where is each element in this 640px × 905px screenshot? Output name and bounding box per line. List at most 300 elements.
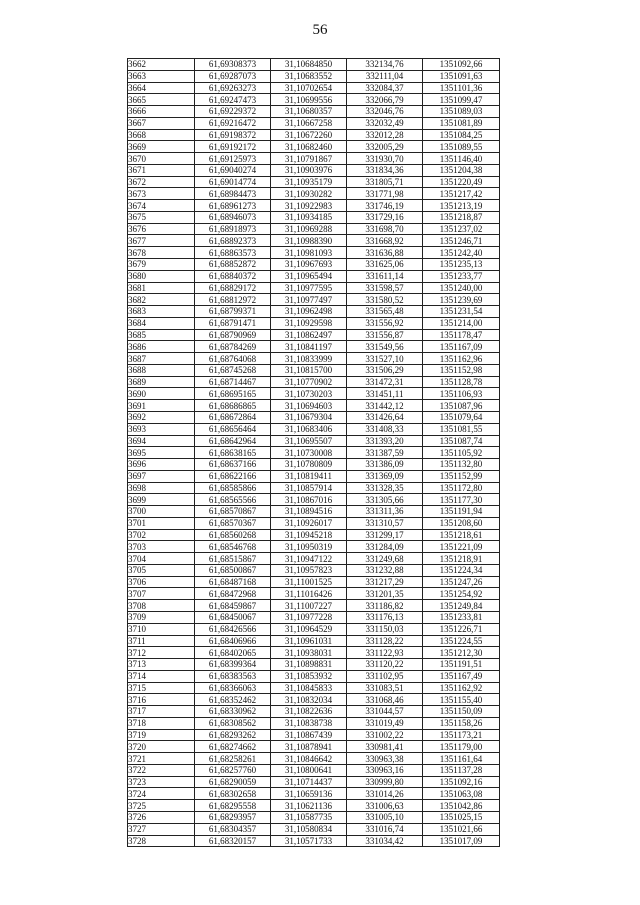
table-row	[128, 729, 500, 741]
point-number-cell: 3700	[128, 506, 195, 518]
y-coordinate-cell: 1351099,47	[423, 94, 500, 106]
point-number-cell: 3671	[128, 164, 195, 176]
point-number-cell: 3708	[128, 600, 195, 612]
latitude-cell: 61,68383563	[195, 670, 271, 682]
point-number-cell: 3726	[128, 812, 195, 824]
table-row	[128, 259, 500, 271]
table-row	[128, 211, 500, 223]
point-number-cell: 3683	[128, 306, 195, 318]
latitude-cell: 61,68295558	[195, 800, 271, 812]
latitude-cell: 61,69308373	[195, 59, 271, 71]
table-row	[128, 59, 500, 71]
latitude-cell: 61,68560268	[195, 529, 271, 541]
longitude-cell: 31,10587735	[271, 812, 347, 824]
x-coordinate-cell: 331698,70	[347, 223, 423, 235]
x-coordinate-cell: 331328,35	[347, 482, 423, 494]
x-coordinate-cell: 331232,88	[347, 564, 423, 576]
point-number-cell: 3696	[128, 459, 195, 471]
y-coordinate-cell: 1351213,19	[423, 200, 500, 212]
longitude-cell: 31,11016426	[271, 588, 347, 600]
latitude-cell: 61,68472968	[195, 588, 271, 600]
y-coordinate-cell: 1351087,74	[423, 435, 500, 447]
table-row	[128, 411, 500, 423]
x-coordinate-cell: 332084,37	[347, 82, 423, 94]
latitude-cell: 61,68852872	[195, 259, 271, 271]
table-row	[128, 364, 500, 376]
x-coordinate-cell: 332046,76	[347, 106, 423, 118]
table-row	[128, 153, 500, 165]
x-coordinate-cell: 331122,93	[347, 647, 423, 659]
y-coordinate-cell: 1351204,38	[423, 164, 500, 176]
y-coordinate-cell: 1351167,49	[423, 670, 500, 682]
longitude-cell: 31,10730008	[271, 447, 347, 459]
longitude-cell: 31,10926017	[271, 517, 347, 529]
x-coordinate-cell: 331408,33	[347, 423, 423, 435]
latitude-cell: 61,69247473	[195, 94, 271, 106]
y-coordinate-cell: 1351128,78	[423, 376, 500, 388]
longitude-cell: 31,10845833	[271, 682, 347, 694]
y-coordinate-cell: 1351089,03	[423, 106, 500, 118]
latitude-cell: 61,69229372	[195, 106, 271, 118]
x-coordinate-cell: 330963,38	[347, 753, 423, 765]
table-row	[128, 306, 500, 318]
x-coordinate-cell: 331451,11	[347, 388, 423, 400]
y-coordinate-cell: 1351254,92	[423, 588, 500, 600]
point-number-cell: 3663	[128, 70, 195, 82]
table-row	[128, 129, 500, 141]
y-coordinate-cell: 1351218,91	[423, 553, 500, 565]
y-coordinate-cell: 1351155,40	[423, 694, 500, 706]
y-coordinate-cell: 1351179,00	[423, 741, 500, 753]
longitude-cell: 31,10935179	[271, 176, 347, 188]
table-row	[128, 482, 500, 494]
longitude-cell: 31,10800641	[271, 764, 347, 776]
table-row	[128, 447, 500, 459]
point-number-cell: 3695	[128, 447, 195, 459]
table-row	[128, 106, 500, 118]
point-number-cell: 3697	[128, 470, 195, 482]
longitude-cell: 31,10857914	[271, 482, 347, 494]
longitude-cell: 31,10930282	[271, 188, 347, 200]
longitude-cell: 31,10667258	[271, 117, 347, 129]
latitude-cell: 61,68330962	[195, 706, 271, 718]
table-row	[128, 717, 500, 729]
latitude-cell: 61,68320157	[195, 835, 271, 847]
longitude-cell: 31,10770902	[271, 376, 347, 388]
y-coordinate-cell: 1351218,87	[423, 211, 500, 223]
longitude-cell: 31,10580834	[271, 823, 347, 835]
latitude-cell: 61,68406966	[195, 635, 271, 647]
y-coordinate-cell: 1351212,30	[423, 647, 500, 659]
x-coordinate-cell: 331668,92	[347, 235, 423, 247]
y-coordinate-cell: 1351247,26	[423, 576, 500, 588]
point-number-cell: 3724	[128, 788, 195, 800]
table-row	[128, 388, 500, 400]
table-row	[128, 623, 500, 635]
y-coordinate-cell: 1351233,81	[423, 611, 500, 623]
latitude-cell: 61,68946073	[195, 211, 271, 223]
y-coordinate-cell: 1351042,86	[423, 800, 500, 812]
x-coordinate-cell: 331068,46	[347, 694, 423, 706]
longitude-cell: 31,10659136	[271, 788, 347, 800]
latitude-cell: 61,68863573	[195, 247, 271, 259]
x-coordinate-cell: 331472,31	[347, 376, 423, 388]
longitude-cell: 31,10961031	[271, 635, 347, 647]
latitude-cell: 61,68656464	[195, 423, 271, 435]
point-number-cell: 3719	[128, 729, 195, 741]
x-coordinate-cell: 331310,57	[347, 517, 423, 529]
longitude-cell: 31,10903976	[271, 164, 347, 176]
x-coordinate-cell: 331834,36	[347, 164, 423, 176]
latitude-cell: 61,69192172	[195, 141, 271, 153]
longitude-cell: 31,10822636	[271, 706, 347, 718]
point-number-cell: 3707	[128, 588, 195, 600]
y-coordinate-cell: 1351152,98	[423, 364, 500, 376]
latitude-cell: 61,68570367	[195, 517, 271, 529]
x-coordinate-cell: 331930,70	[347, 153, 423, 165]
point-number-cell: 3709	[128, 611, 195, 623]
latitude-cell: 61,68918973	[195, 223, 271, 235]
point-number-cell: 3717	[128, 706, 195, 718]
latitude-cell: 61,68695165	[195, 388, 271, 400]
point-number-cell: 3718	[128, 717, 195, 729]
x-coordinate-cell: 330981,41	[347, 741, 423, 753]
y-coordinate-cell: 1351218,61	[423, 529, 500, 541]
longitude-cell: 31,10684850	[271, 59, 347, 71]
point-number-cell: 3693	[128, 423, 195, 435]
y-coordinate-cell: 1351158,26	[423, 717, 500, 729]
longitude-cell: 31,11001525	[271, 576, 347, 588]
y-coordinate-cell: 1351092,66	[423, 59, 500, 71]
point-number-cell: 3691	[128, 400, 195, 412]
longitude-cell: 31,10780809	[271, 459, 347, 471]
y-coordinate-cell: 1351172,80	[423, 482, 500, 494]
y-coordinate-cell: 1351081,89	[423, 117, 500, 129]
x-coordinate-cell: 331217,29	[347, 576, 423, 588]
table-row	[128, 764, 500, 776]
table-row	[128, 400, 500, 412]
latitude-cell: 61,68258261	[195, 753, 271, 765]
latitude-cell: 61,68487168	[195, 576, 271, 588]
longitude-cell: 31,10682460	[271, 141, 347, 153]
longitude-cell: 31,10819411	[271, 470, 347, 482]
table-row	[128, 329, 500, 341]
latitude-cell: 61,68450067	[195, 611, 271, 623]
table-row	[128, 635, 500, 647]
table-row	[128, 647, 500, 659]
y-coordinate-cell: 1351224,55	[423, 635, 500, 647]
latitude-cell: 61,68829172	[195, 282, 271, 294]
table-row	[128, 694, 500, 706]
latitude-cell: 61,68961273	[195, 200, 271, 212]
table-row	[128, 788, 500, 800]
longitude-cell: 31,10853932	[271, 670, 347, 682]
table-row	[128, 176, 500, 188]
latitude-cell: 61,68293957	[195, 812, 271, 824]
longitude-cell: 31,10977497	[271, 294, 347, 306]
point-number-cell: 3673	[128, 188, 195, 200]
latitude-cell: 61,68642964	[195, 435, 271, 447]
point-number-cell: 3665	[128, 94, 195, 106]
longitude-cell: 31,10922983	[271, 200, 347, 212]
point-number-cell: 3682	[128, 294, 195, 306]
table-row	[128, 235, 500, 247]
y-coordinate-cell: 1351091,63	[423, 70, 500, 82]
longitude-cell: 31,10929598	[271, 317, 347, 329]
latitude-cell: 61,68764068	[195, 353, 271, 365]
table-row	[128, 776, 500, 788]
x-coordinate-cell: 331426,64	[347, 411, 423, 423]
x-coordinate-cell: 331387,59	[347, 447, 423, 459]
point-number-cell: 3690	[128, 388, 195, 400]
x-coordinate-cell: 331549,56	[347, 341, 423, 353]
table-row	[128, 553, 500, 565]
x-coordinate-cell: 332134,76	[347, 59, 423, 71]
longitude-cell: 31,10672260	[271, 129, 347, 141]
latitude-cell: 61,68840372	[195, 270, 271, 282]
y-coordinate-cell: 1351214,00	[423, 317, 500, 329]
point-number-cell: 3679	[128, 259, 195, 271]
table-row	[128, 459, 500, 471]
latitude-cell: 61,68302658	[195, 788, 271, 800]
point-number-cell: 3675	[128, 211, 195, 223]
table-row	[128, 823, 500, 835]
latitude-cell: 61,68366063	[195, 682, 271, 694]
x-coordinate-cell: 331150,03	[347, 623, 423, 635]
longitude-cell: 31,10894516	[271, 506, 347, 518]
longitude-cell: 31,10945218	[271, 529, 347, 541]
x-coordinate-cell: 331016,74	[347, 823, 423, 835]
point-number-cell: 3703	[128, 541, 195, 553]
longitude-cell: 31,10702654	[271, 82, 347, 94]
latitude-cell: 61,68290059	[195, 776, 271, 788]
point-number-cell: 3728	[128, 835, 195, 847]
y-coordinate-cell: 1351137,28	[423, 764, 500, 776]
latitude-cell: 61,68257760	[195, 764, 271, 776]
y-coordinate-cell: 1351231,54	[423, 306, 500, 318]
table-row	[128, 812, 500, 824]
longitude-cell: 31,10862497	[271, 329, 347, 341]
x-coordinate-cell: 331580,52	[347, 294, 423, 306]
latitude-cell: 61,68791471	[195, 317, 271, 329]
y-coordinate-cell: 1351240,00	[423, 282, 500, 294]
x-coordinate-cell: 331102,95	[347, 670, 423, 682]
point-number-cell: 3694	[128, 435, 195, 447]
longitude-cell: 31,10867439	[271, 729, 347, 741]
y-coordinate-cell: 1351132,80	[423, 459, 500, 471]
table-row	[128, 94, 500, 106]
y-coordinate-cell: 1351105,92	[423, 447, 500, 459]
x-coordinate-cell: 331625,06	[347, 259, 423, 271]
longitude-cell: 31,10988390	[271, 235, 347, 247]
table-row	[128, 800, 500, 812]
x-coordinate-cell: 331611,14	[347, 270, 423, 282]
point-number-cell: 3678	[128, 247, 195, 259]
latitude-cell: 61,69287073	[195, 70, 271, 82]
longitude-cell: 31,10838738	[271, 717, 347, 729]
point-number-cell: 3716	[128, 694, 195, 706]
table-row	[128, 317, 500, 329]
longitude-cell: 31,10695507	[271, 435, 347, 447]
table-row	[128, 588, 500, 600]
point-number-cell: 3662	[128, 59, 195, 71]
y-coordinate-cell: 1351089,55	[423, 141, 500, 153]
x-coordinate-cell: 332032,49	[347, 117, 423, 129]
latitude-cell: 61,68892373	[195, 235, 271, 247]
point-number-cell: 3711	[128, 635, 195, 647]
latitude-cell: 61,68308562	[195, 717, 271, 729]
table-row	[128, 659, 500, 671]
latitude-cell: 61,69040274	[195, 164, 271, 176]
longitude-cell: 31,10714437	[271, 776, 347, 788]
x-coordinate-cell: 331176,13	[347, 611, 423, 623]
table-row	[128, 741, 500, 753]
latitude-cell: 61,68399364	[195, 659, 271, 671]
longitude-cell: 31,10965494	[271, 270, 347, 282]
x-coordinate-cell: 331311,36	[347, 506, 423, 518]
x-coordinate-cell: 330999,80	[347, 776, 423, 788]
longitude-cell: 31,10815700	[271, 364, 347, 376]
table-row	[128, 835, 500, 847]
table-row	[128, 564, 500, 576]
x-coordinate-cell: 331002,22	[347, 729, 423, 741]
table-row	[128, 200, 500, 212]
table-row	[128, 282, 500, 294]
x-coordinate-cell: 331598,57	[347, 282, 423, 294]
longitude-cell: 31,10967693	[271, 259, 347, 271]
latitude-cell: 61,68565566	[195, 494, 271, 506]
y-coordinate-cell: 1351233,77	[423, 270, 500, 282]
y-coordinate-cell: 1351106,93	[423, 388, 500, 400]
point-number-cell: 3713	[128, 659, 195, 671]
latitude-cell: 61,68714467	[195, 376, 271, 388]
y-coordinate-cell: 1351162,92	[423, 682, 500, 694]
x-coordinate-cell: 331005,10	[347, 812, 423, 824]
latitude-cell: 61,68352462	[195, 694, 271, 706]
y-coordinate-cell: 1351191,94	[423, 506, 500, 518]
table-row	[128, 529, 500, 541]
y-coordinate-cell: 1351173,21	[423, 729, 500, 741]
table-row	[128, 494, 500, 506]
point-number-cell: 3706	[128, 576, 195, 588]
y-coordinate-cell: 1351221,09	[423, 541, 500, 553]
point-number-cell: 3668	[128, 129, 195, 141]
point-number-cell: 3692	[128, 411, 195, 423]
x-coordinate-cell: 331556,92	[347, 317, 423, 329]
latitude-cell: 61,68304357	[195, 823, 271, 835]
point-number-cell: 3666	[128, 106, 195, 118]
point-number-cell: 3674	[128, 200, 195, 212]
longitude-cell: 31,10977228	[271, 611, 347, 623]
y-coordinate-cell: 1351152,99	[423, 470, 500, 482]
latitude-cell: 61,68293262	[195, 729, 271, 741]
x-coordinate-cell: 331044,57	[347, 706, 423, 718]
y-coordinate-cell: 1351146,40	[423, 153, 500, 165]
x-coordinate-cell: 331128,22	[347, 635, 423, 647]
point-number-cell: 3688	[128, 364, 195, 376]
point-number-cell: 3689	[128, 376, 195, 388]
longitude-cell: 31,10683406	[271, 423, 347, 435]
y-coordinate-cell: 1351101,36	[423, 82, 500, 94]
latitude-cell: 61,69263273	[195, 82, 271, 94]
coordinates-table	[127, 58, 500, 847]
table-row	[128, 223, 500, 235]
latitude-cell: 61,68546768	[195, 541, 271, 553]
longitude-cell: 31,10878941	[271, 741, 347, 753]
point-number-cell: 3667	[128, 117, 195, 129]
latitude-cell: 61,69125973	[195, 153, 271, 165]
table-row	[128, 353, 500, 365]
longitude-cell: 31,10833999	[271, 353, 347, 365]
longitude-cell: 31,10957823	[271, 564, 347, 576]
y-coordinate-cell: 1351150,09	[423, 706, 500, 718]
table-row	[128, 270, 500, 282]
y-coordinate-cell: 1351017,09	[423, 835, 500, 847]
x-coordinate-cell: 331369,09	[347, 470, 423, 482]
x-coordinate-cell: 331305,66	[347, 494, 423, 506]
longitude-cell: 31,10977595	[271, 282, 347, 294]
latitude-cell: 61,68637166	[195, 459, 271, 471]
longitude-cell: 31,10683552	[271, 70, 347, 82]
y-coordinate-cell: 1351178,47	[423, 329, 500, 341]
point-number-cell: 3701	[128, 517, 195, 529]
table-row	[128, 753, 500, 765]
latitude-cell: 61,68745268	[195, 364, 271, 376]
point-number-cell: 3680	[128, 270, 195, 282]
point-number-cell: 3714	[128, 670, 195, 682]
latitude-cell: 61,68984473	[195, 188, 271, 200]
table-row	[128, 247, 500, 259]
point-number-cell: 3705	[128, 564, 195, 576]
longitude-cell: 31,10867016	[271, 494, 347, 506]
y-coordinate-cell: 1351084,25	[423, 129, 500, 141]
x-coordinate-cell: 331249,68	[347, 553, 423, 565]
x-coordinate-cell: 331556,87	[347, 329, 423, 341]
x-coordinate-cell: 331019,49	[347, 717, 423, 729]
table-row	[128, 670, 500, 682]
x-coordinate-cell: 332012,28	[347, 129, 423, 141]
y-coordinate-cell: 1351079,64	[423, 411, 500, 423]
latitude-cell: 61,68402065	[195, 647, 271, 659]
longitude-cell: 31,10969288	[271, 223, 347, 235]
longitude-cell: 31,10846642	[271, 753, 347, 765]
latitude-cell: 61,69216472	[195, 117, 271, 129]
y-coordinate-cell: 1351235,13	[423, 259, 500, 271]
longitude-cell: 31,10694603	[271, 400, 347, 412]
longitude-cell: 31,10938031	[271, 647, 347, 659]
longitude-cell: 31,10680357	[271, 106, 347, 118]
x-coordinate-cell: 331805,71	[347, 176, 423, 188]
table-row	[128, 164, 500, 176]
latitude-cell: 61,69198372	[195, 129, 271, 141]
longitude-cell: 31,10832034	[271, 694, 347, 706]
x-coordinate-cell: 332005,29	[347, 141, 423, 153]
table-row	[128, 117, 500, 129]
x-coordinate-cell: 331386,09	[347, 459, 423, 471]
y-coordinate-cell: 1351177,30	[423, 494, 500, 506]
longitude-cell: 31,10962498	[271, 306, 347, 318]
latitude-cell: 61,68790969	[195, 329, 271, 341]
x-coordinate-cell: 331120,22	[347, 659, 423, 671]
point-number-cell: 3720	[128, 741, 195, 753]
point-number-cell: 3672	[128, 176, 195, 188]
y-coordinate-cell: 1351161,64	[423, 753, 500, 765]
point-number-cell: 3715	[128, 682, 195, 694]
x-coordinate-cell: 332066,79	[347, 94, 423, 106]
x-coordinate-cell: 331014,26	[347, 788, 423, 800]
y-coordinate-cell: 1351021,66	[423, 823, 500, 835]
table-row	[128, 188, 500, 200]
